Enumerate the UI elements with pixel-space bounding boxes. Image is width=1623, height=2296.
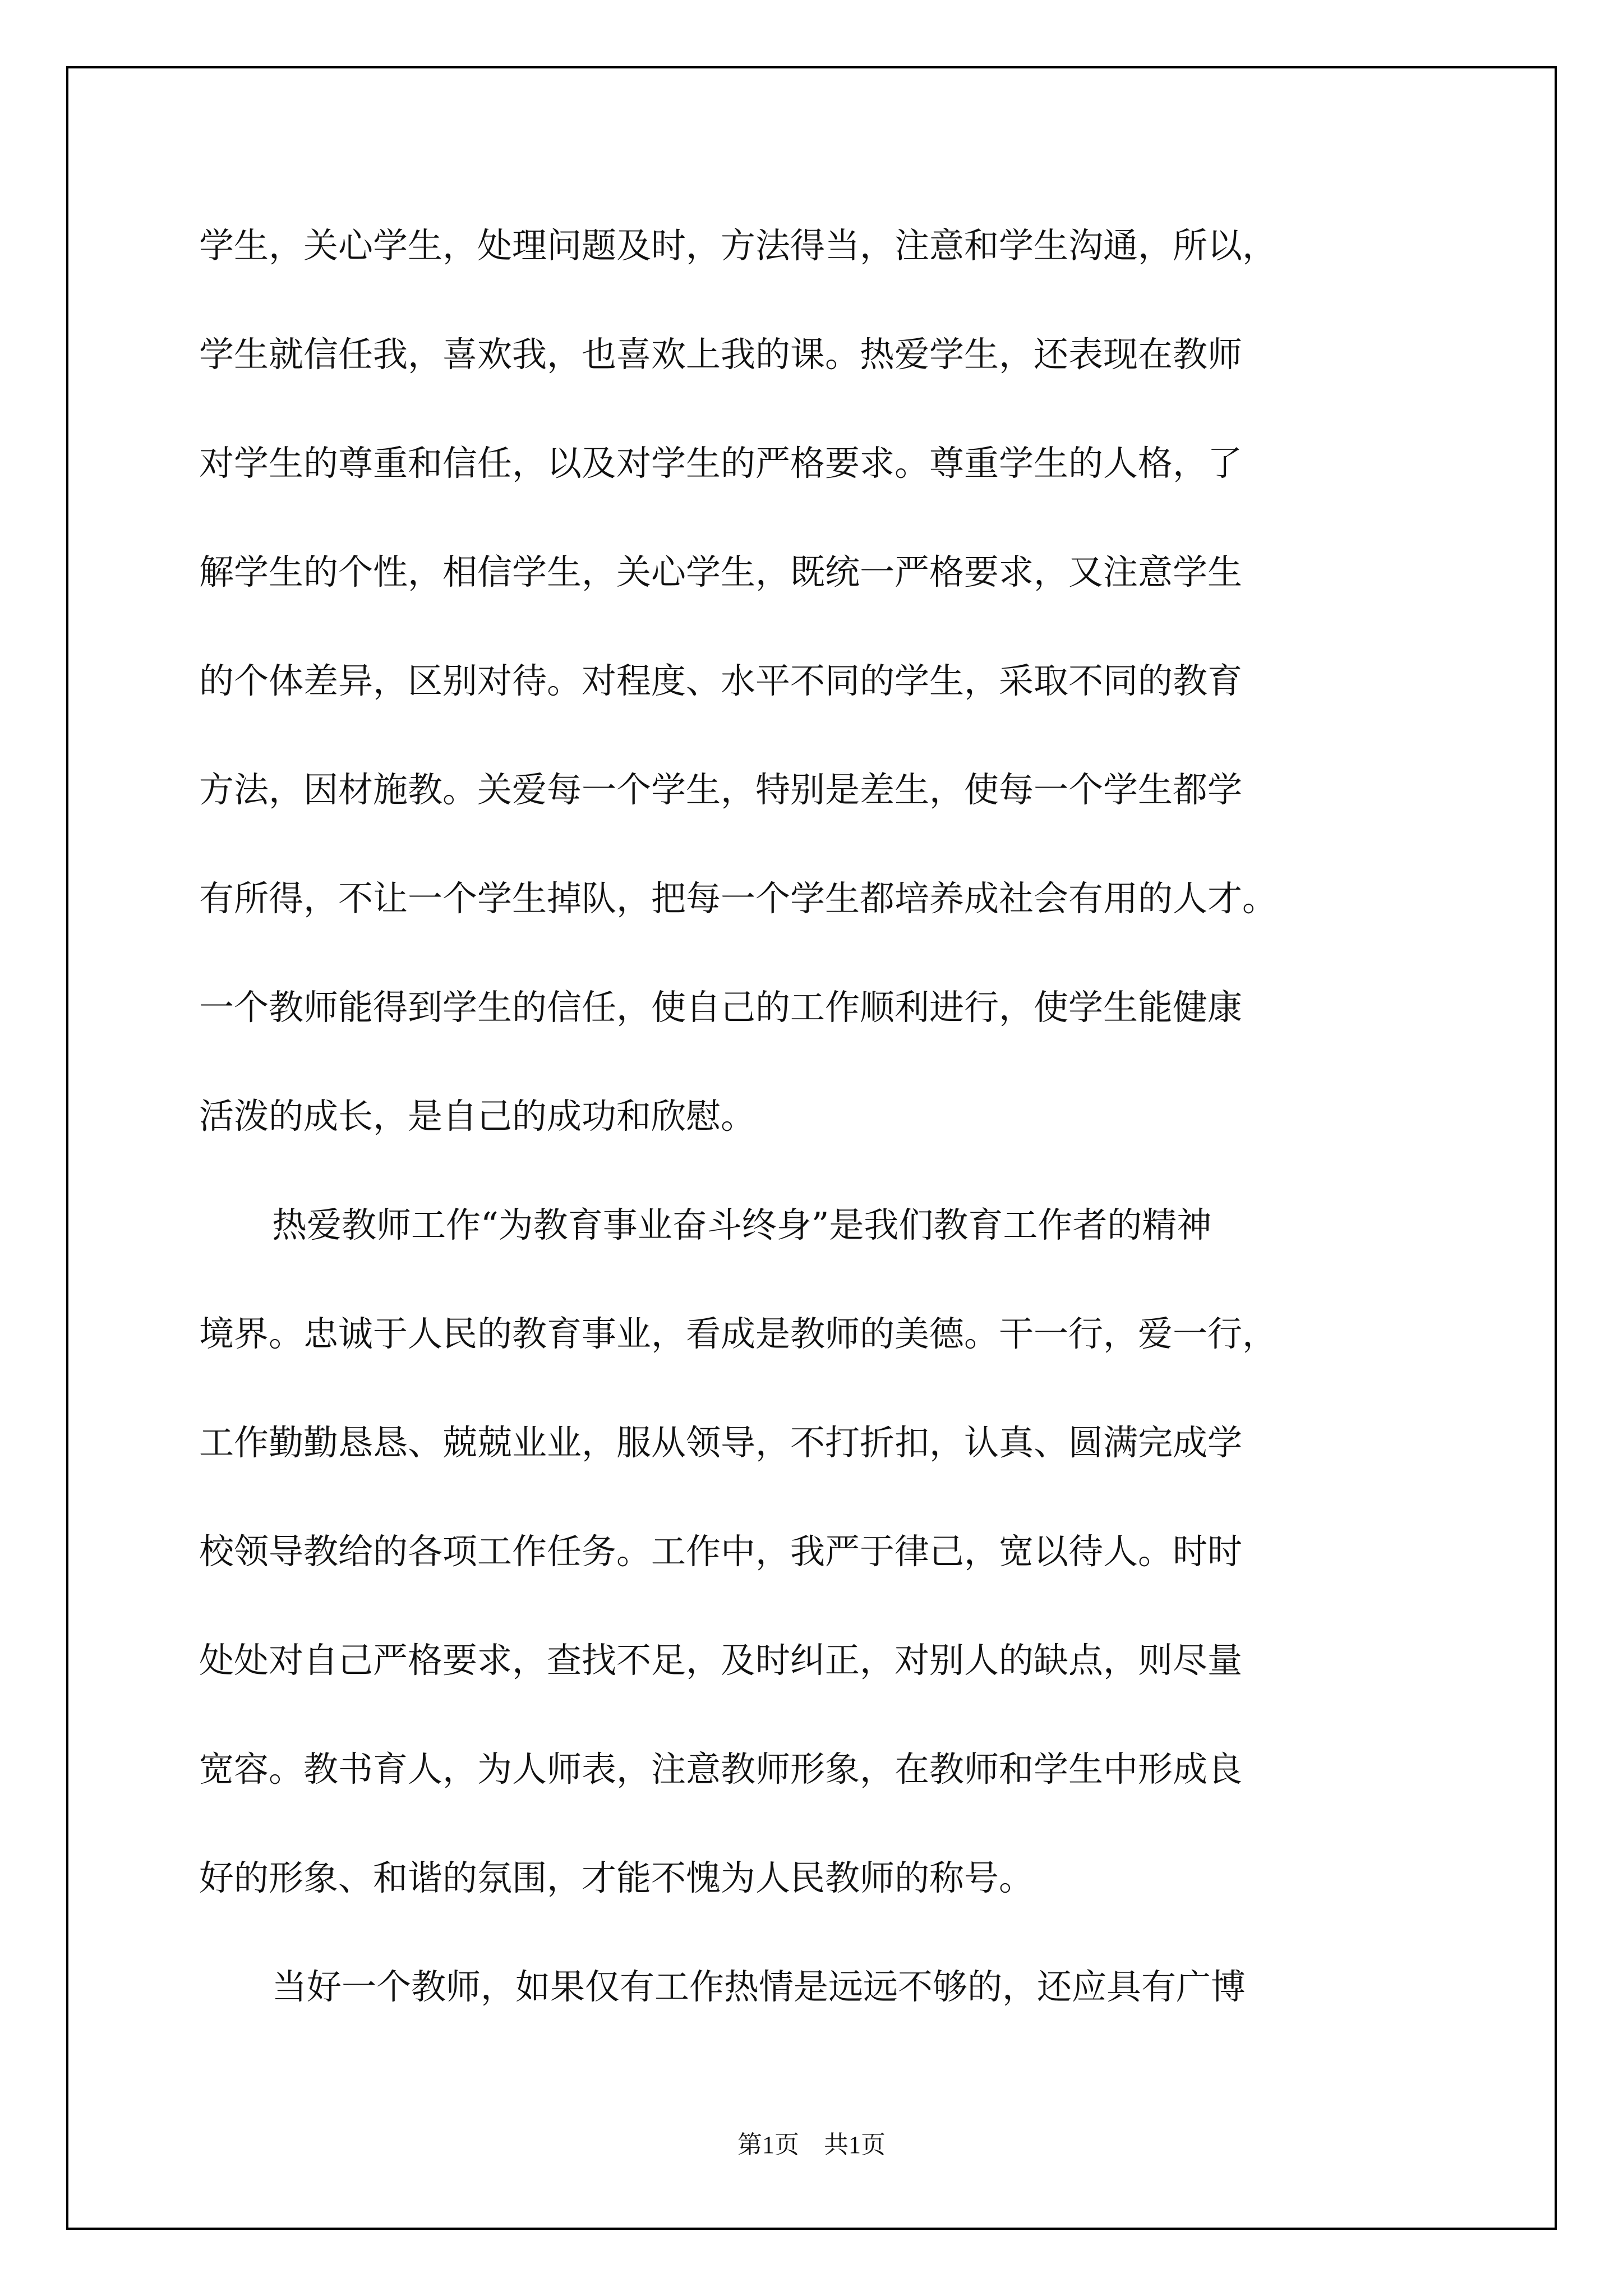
text-line: 有所得，不让一个学生掉队，把每一个学生都培养成社会有用的人才。 — [199, 878, 1278, 919]
text-line: 宽容。教书育人，为人师表，注意教师形象，在教师和学生中形成良 — [199, 1749, 1243, 1789]
text-line: 校领导教给的各项工作任务。工作中，我严于律己，宽以待人。时时 — [199, 1531, 1243, 1572]
text-line: 对学生的尊重和信任，以及对学生的严格要求。尊重学生的人格，了 — [199, 443, 1243, 484]
page-footer: 第1页 共1页 — [737, 2131, 886, 2159]
text-line: 解学生的个性，相信学生，关心学生，既统一严格要求，又注意学生 — [199, 551, 1243, 592]
text-line: 境界。忠诚于人民的教育事业，看成是教师的美德。干一行，爱一行， — [199, 1313, 1278, 1354]
text-line: 学生就信任我，喜欢我，也喜欢上我的课。热爱学生，还表现在教师 — [199, 334, 1243, 375]
paragraph-first-line: 热爱教师工作“为教育事业奋斗终身”是我们教育工作者的精神 — [272, 1204, 1212, 1245]
text-line: 处处对自己严格要求，查找不足，及时纠正，对别人的缺点，则尽量 — [199, 1640, 1243, 1681]
text-line: 活泼的成长，是自己的成功和欣慰。 — [199, 1096, 756, 1137]
text-line: 一个教师能得到学生的信任，使自己的工作顺利进行，使学生能健康 — [199, 987, 1243, 1028]
text-line: 方法，因材施教。关爱每一个学生，特别是差生，使每一个学生都学 — [199, 769, 1243, 810]
paragraph-first-line: 当好一个教师，如果仅有工作热情是远远不够的，还应具有广博 — [272, 1966, 1246, 2007]
text-line: 工作勤勤恳恳、兢兢业业，服从领导，不打折扣，认真、圆满完成学 — [199, 1422, 1243, 1463]
text-line: 学生，关心学生，处理问题及时，方法得当，注意和学生沟通，所以， — [199, 225, 1278, 266]
text-line: 好的形象、和谐的氛围，才能不愧为人民教师的称号。 — [199, 1857, 1034, 1898]
text-line: 的个体差异，区别对待。对程度、水平不同的学生，采取不同的教育 — [199, 660, 1243, 701]
